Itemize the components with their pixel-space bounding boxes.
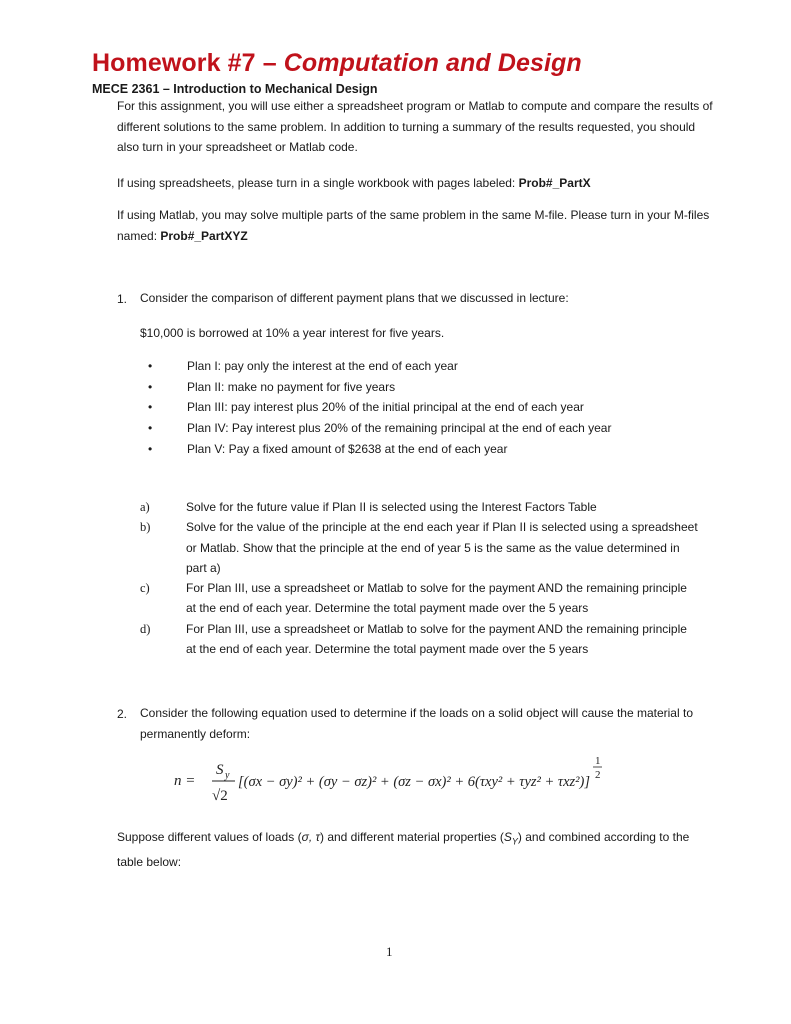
problem-2-text: Consider the following equation used to determine if the loads on a solid object will cause the material to permanently deform:: [140, 706, 693, 741]
equation-numerator: S: [216, 762, 224, 778]
part-label: a): [140, 500, 150, 514]
problem-2-number: 2.: [117, 707, 128, 721]
part-text: For Plan III, use a spreadsheet or Matlab to solve for the payment AND the remaining principle at the end of each year. Determine the total payment made over the 5 years: [186, 581, 687, 616]
followup-symbols: σ, τ: [301, 830, 320, 844]
list-item: [148, 439, 611, 460]
title-italic: Computation and Design: [283, 49, 582, 77]
equation-body: [(σx − σy)² + (σy − σz)² + (σz − σx)² + 6(τxy² + τyz² + τxz²)]: [238, 774, 590, 790]
plan-text: Plan II: make no payment for five years: [187, 379, 396, 394]
equation-exp-den: 2: [595, 769, 601, 781]
intro-paragraph-2: [117, 173, 717, 194]
intro-p2-text: If using spreadsheets, please turn in a single workbook with pages labeled:: [117, 176, 519, 190]
problem-1-text: Consider the comparison of different payment plans that we discussed in lecture:: [140, 291, 569, 305]
intro-paragraph-1: For this assignment, you will use either a spreadsheet program or Matlab to compute and compare the results of different solutions to the same problem. In addition to turning a summary of the results requested, you should also turn in your spreadsheet or Matlab code.: [117, 99, 713, 154]
intro-p3-bold: Prob#_PartXYZ: [160, 228, 248, 243]
plan-text: Plan I: pay only the interest at the end of each year: [187, 359, 458, 373]
list-item: [148, 418, 611, 439]
problem-1-given: $10,000 is borrowed at 10% a year interest for five years.: [140, 326, 445, 340]
plan-text: Plan IV: Pay interest plus 20% of the remaining principal at the end of each year: [187, 421, 612, 436]
problem-1-number: 1.: [117, 292, 128, 306]
bullet-icon: •: [148, 400, 153, 415]
bullet-icon: •: [148, 421, 153, 436]
equation-exp-num: 1: [595, 755, 601, 767]
problem-2-followup: [117, 827, 707, 872]
followup-text-2: ) and different material properties (: [319, 830, 504, 844]
bullet-icon: •: [148, 441, 153, 456]
list-item: [148, 356, 611, 377]
list-item: [148, 397, 611, 418]
list-item: [140, 497, 700, 517]
part-text: Solve for the value of the principle at the end each year if Plan II is selected using a spreadsheet or Matlab. Show that the principle at the end of year 5 is the same as the value determined in part a): [186, 520, 698, 575]
part-text: For Plan III, use a spreadsheet or Matlab to solve for the payment AND the remaining principle at the end of each year. Determine the total payment made over the 5 years: [186, 621, 687, 657]
course-subtitle: MECE 2361 – Introduction to Mechanical Design: [92, 82, 378, 96]
von-mises-equation: [168, 748, 668, 808]
part-label: b): [140, 520, 151, 535]
part-label: c): [140, 581, 150, 596]
title-plain: Homework #7 –: [92, 49, 284, 77]
plan-text: Plan III: pay interest plus 20% of the initial principal at the end of each year: [187, 400, 584, 415]
followup-text-1: Suppose different values of loads (: [117, 830, 302, 844]
page-title: [92, 49, 582, 78]
equation-denominator: √2: [212, 788, 228, 804]
equation-numerator-sub: y: [225, 770, 230, 781]
followup-sy: S: [503, 830, 512, 844]
plan-list: [148, 356, 611, 460]
followup-sy-sub: Y: [511, 836, 518, 847]
problem-1-parts: [140, 497, 700, 659]
plan-text: Plan V: Pay a fixed amount of $2638 at the end of each year: [187, 441, 508, 456]
part-label: d): [140, 621, 151, 636]
page-number: 1: [386, 944, 393, 959]
list-item: [140, 578, 700, 619]
list-item: [148, 377, 611, 398]
intro-p2-bold: Prob#_PartX: [518, 176, 591, 190]
bullet-icon: •: [148, 379, 153, 394]
part-text: Solve for the future value if Plan II is selected using the Interest Factors Table: [186, 500, 597, 514]
intro-p3-text: If using Matlab, you may solve multiple parts of the same problem in the same M-file. Please turn in your M-files named:: [117, 208, 710, 243]
bullet-icon: •: [148, 359, 153, 373]
followup-text-3: ) and combined according to the table below:: [117, 830, 690, 869]
intro-paragraph-3: [117, 205, 717, 246]
equation-lhs: n =: [174, 773, 196, 789]
list-item: [140, 517, 700, 578]
list-item: [140, 619, 700, 660]
